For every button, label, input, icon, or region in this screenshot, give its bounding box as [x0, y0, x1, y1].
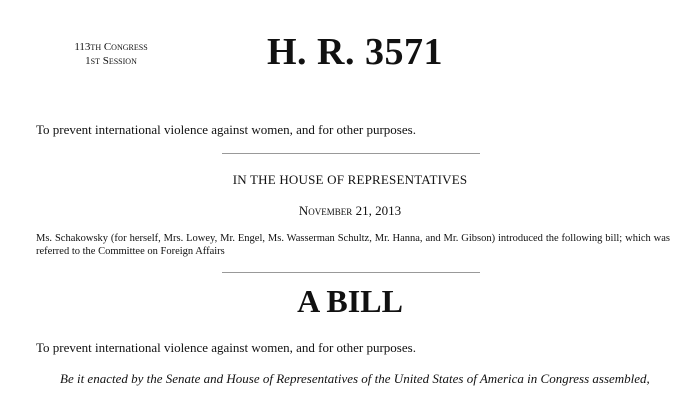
- bill-number: H. R. 3571: [267, 31, 443, 73]
- sponsors-paragraph: Ms. Schakowsky (for herself, Mrs. Lowey, Mr. Engel, Ms. Wasserman Schultz, Mr. Hanna, and Mr. Gibson) introduced the following bill; which was referred to the Committee on Foreign Affairs: [36, 233, 670, 257]
- house-heading: IN THE HOUSE OF REPRESENTATIVES: [232, 172, 468, 187]
- enacting-clause: Be it enacted by the Senate and House of Representatives of the United States of America in Congress assembled,: [60, 371, 650, 386]
- introduction-date: November 21, 2013: [298, 203, 402, 218]
- congress-session-block: [56, 40, 166, 68]
- divider-top: [222, 153, 480, 154]
- bill-heading: A BILL: [297, 283, 403, 319]
- congress-number: 113th Congress: [74, 41, 148, 53]
- purpose-statement-bottom: To prevent international violence against women, and for other purposes.: [36, 340, 416, 355]
- purpose-statement-top: To prevent international violence against women, and for other purposes.: [36, 122, 416, 137]
- session-number: 1st Session: [85, 55, 137, 67]
- divider-bottom: [222, 272, 480, 273]
